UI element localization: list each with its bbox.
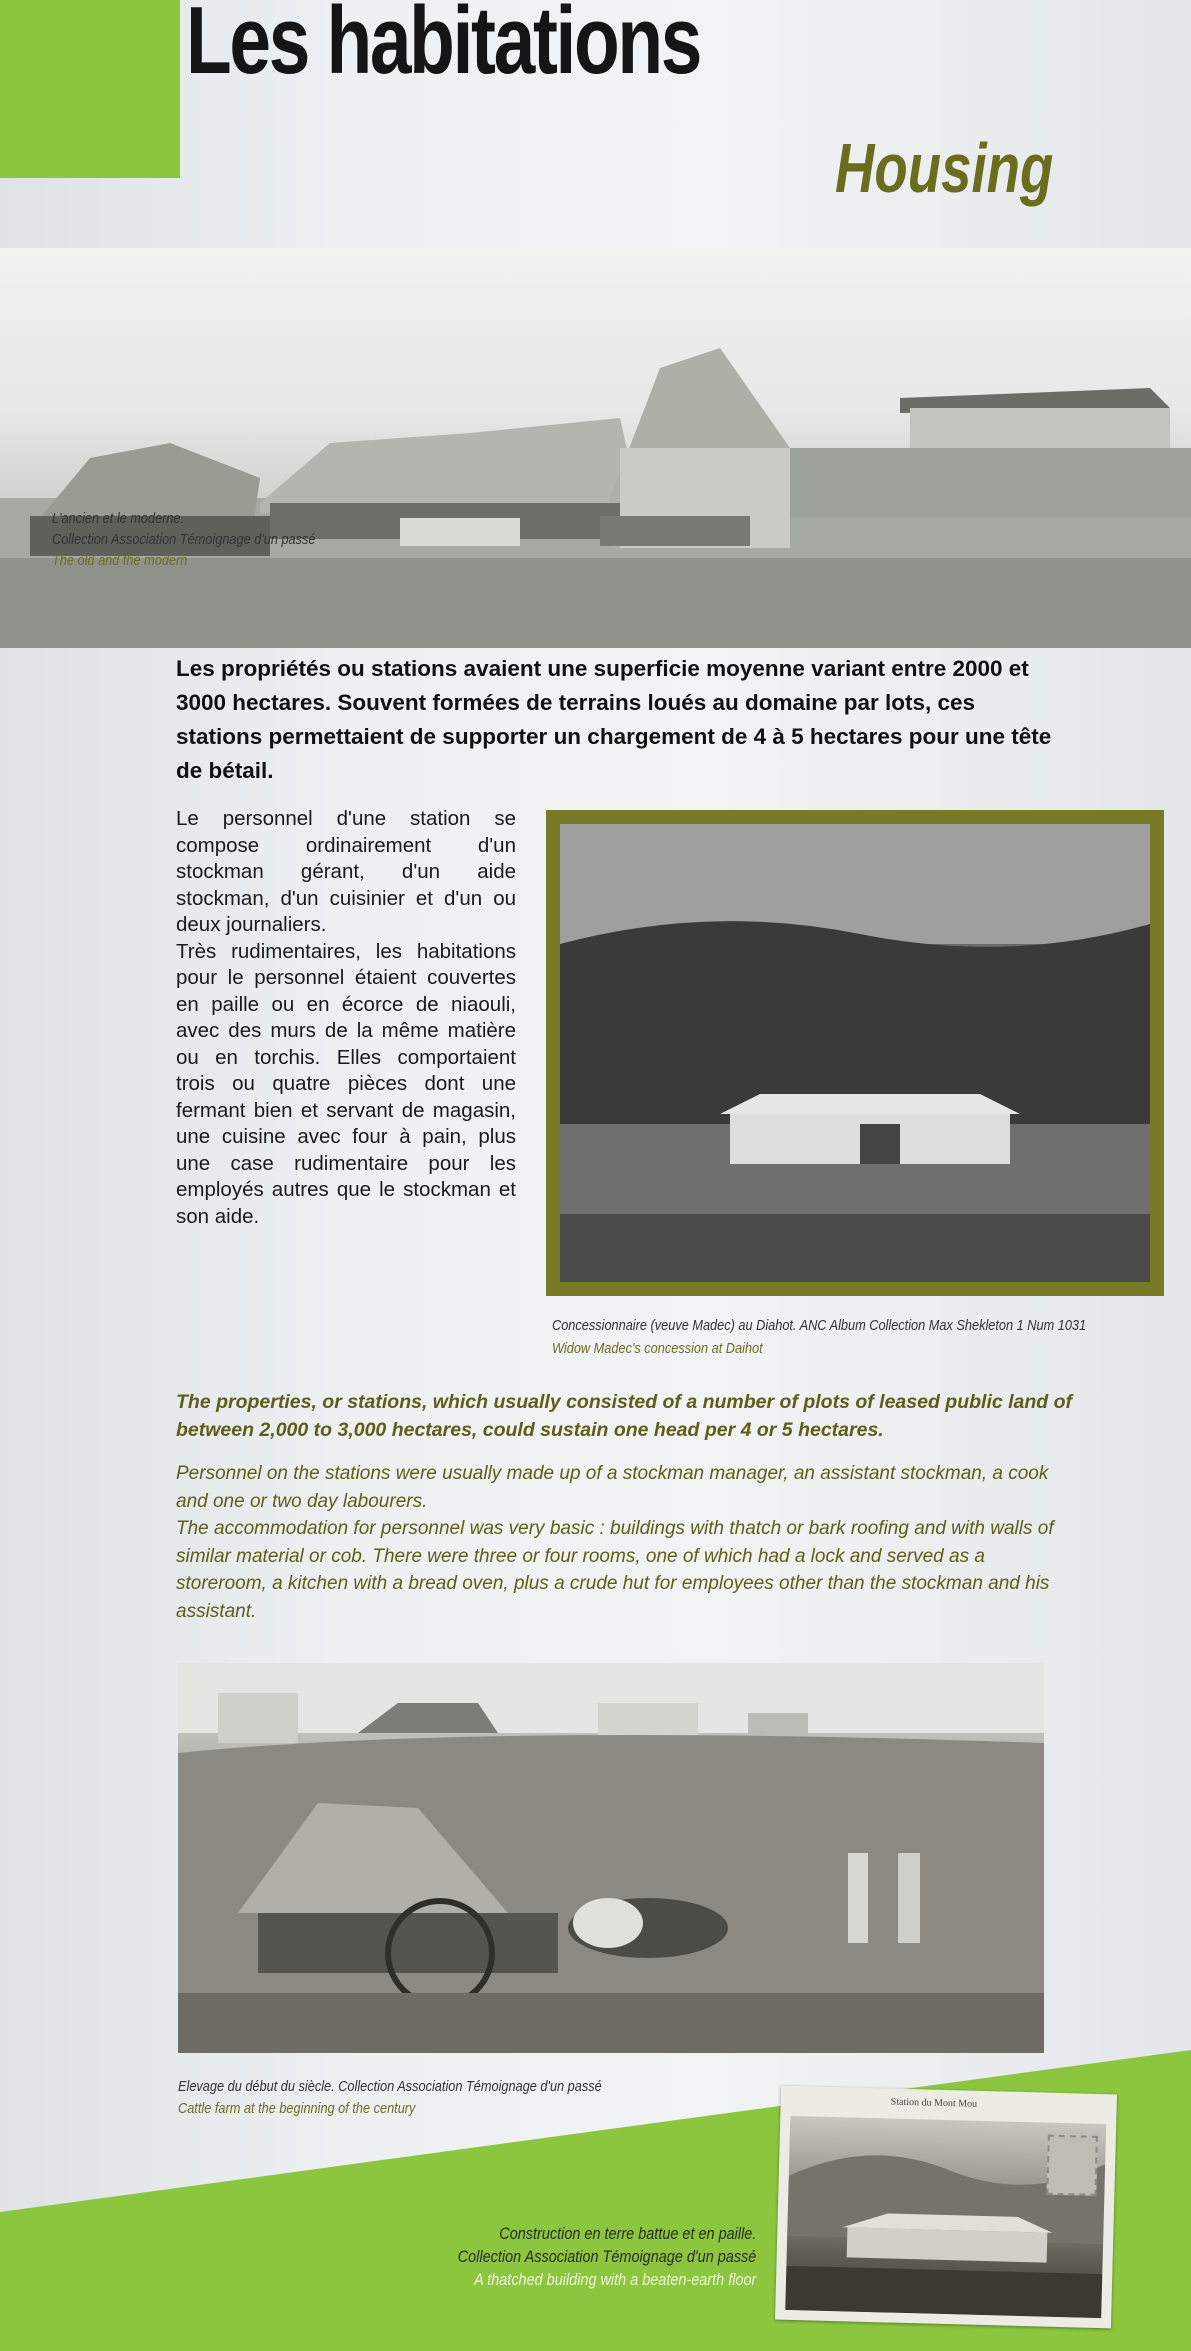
photo-cattle-farm-caption-en: Cattle farm at the beginning of the century — [178, 2100, 416, 2117]
page-title: Les habitations — [186, 0, 701, 94]
postcard-image — [785, 2116, 1106, 2318]
photo-madec-caption-en: Widow Madec's concession at Daihot — [552, 1340, 763, 1357]
photo-madec-concession — [560, 824, 1150, 1282]
photo-top-caption-fr-line2: Collection Association Témoignage d'un passé — [52, 531, 316, 548]
photo-cattle-farm-caption-fr: Elevage du début du siècle. Collection Association Témoignage d'un passé — [178, 2078, 602, 2095]
postcard-caption-fr-line1: Construction en terre battue et en paille. — [498, 2224, 756, 2243]
body-text-en — [176, 1460, 1076, 1625]
photo-old-and-modern — [0, 248, 1191, 648]
photo-top-caption-en: The old and the modern — [52, 552, 188, 569]
body-fr-paragraph-1: Le personnel d'une station se compose ordinairement d'un stockman gérant, d'un aide stockman, d'un cuisinier et d'un ou deux journaliers. — [176, 807, 516, 936]
photo-madec-concession-frame — [546, 810, 1164, 1296]
page-subtitle: Housing — [835, 129, 1054, 207]
photo-cattle-farm-caption — [178, 2076, 602, 2120]
photo-madec-caption-fr: Concessionnaire (veuve Madec) au Diahot. ANC Album Collection Max Shekleton 1 Num 1031 — [552, 1317, 1087, 1334]
postcard-printed-title: Station du Mont Mou — [890, 2096, 978, 2110]
photo-top-caption-fr-line1: L'ancien et le moderne. — [52, 510, 185, 527]
postage-stamp — [1046, 2135, 1098, 2196]
corner-green-block — [0, 0, 180, 178]
lead-paragraph-fr: Les propriétés ou stations avaient une superficie moyenne variant entre 2000 et 3000 hectares. Souvent formées de terrains loués au domaine par lots, ces stations permettaient de supporter un chargement de 4 à 5 hectares pour une tête de bétail. — [176, 656, 1052, 783]
body-en-paragraph-1: Personnel on the stations were usually made up of a stockman manager, an assistant stockman, a cook and one or two day labourers. — [176, 1463, 1049, 1512]
body-fr-paragraph-2: Très rudimentaires, les habitations pour le personnel étaient couvertes en paille ou en écorce de niaouli, avec des murs de la même matière ou en torchis. Elles comportaient trois ou quatre pièces dont une fermant bien et servant de magasin, une cuisine avec four à pain, plus une case rudimentaire pour les employés autres que le stockman et son aide. — [176, 939, 516, 1228]
body-text-fr — [176, 806, 516, 1230]
photo-cattle-farm — [178, 1663, 1044, 2053]
lead-paragraph-en: The properties, or stations, which usually consisted of a number of plots of leased public land of between 2,000 to 3,000 hectares, could sustain one head per 4 or 5 hectares. — [176, 1391, 1073, 1441]
postcard-photo — [775, 2086, 1117, 2329]
body-en-paragraph-2: The accommodation for personnel was very basic : buildings with thatch or bark roofing and with walls of similar material or cob. There were three or four rooms, one of which had a lock and served as a storeroom, a kitchen with a bread oven, plus a crude hut for employees other than the stockman and his assistant. — [176, 1518, 1054, 1622]
photo-cattle-farm-illustration — [178, 1663, 1044, 2053]
postcard-caption — [457, 2222, 756, 2291]
photo-madec-caption — [552, 1314, 1086, 1360]
photo-top-caption — [52, 508, 316, 571]
photo-madec-illustration — [560, 824, 1150, 1282]
postcard-caption-en: A thatched building with a beaten-earth floor — [473, 2270, 756, 2289]
postcard-caption-fr-line2: Collection Association Témoignage d'un passé — [457, 2247, 756, 2266]
photo-old-and-modern-illustration — [0, 248, 1191, 648]
